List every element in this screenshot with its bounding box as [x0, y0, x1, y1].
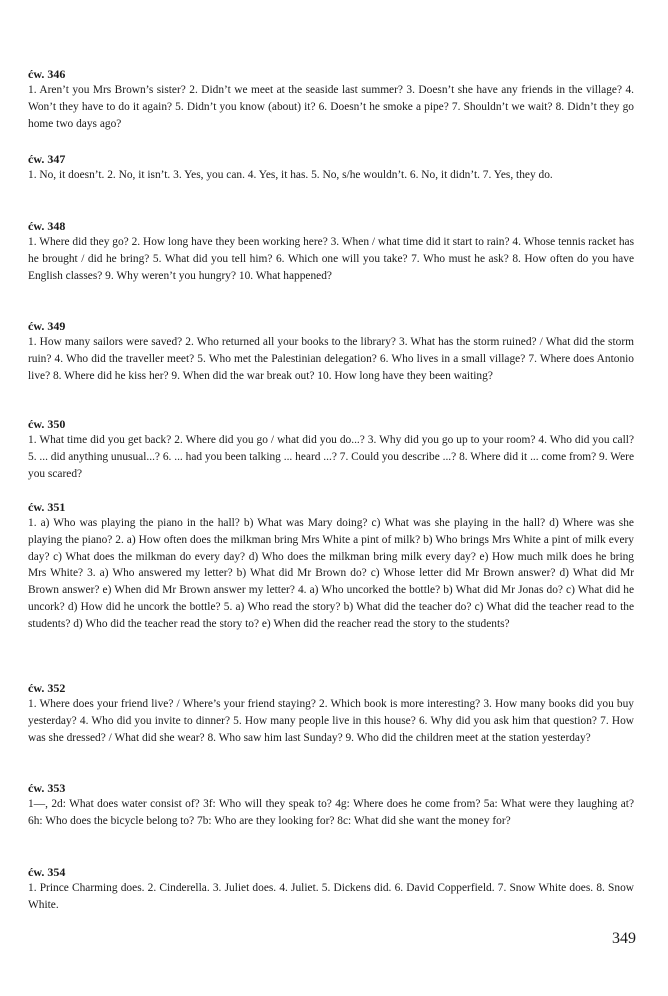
exercise-349	[28, 318, 634, 384]
exercise-348	[28, 218, 634, 284]
exercise-answers: 1. How many sailors were saved? 2. Who returned all your books to the library? 3. What has the storm ruined? / What did the storm ruin? 4. Who did the traveller meet? 5. Who met the Palestinian delegation? 6. Who lives in a small village? 7. Where does Antonio live? 8. Where did he kiss her? 9. When did the war break out? 10. How long have they been waiting?	[28, 336, 634, 382]
exercise-heading: ćw. 351	[28, 500, 66, 514]
exercise-answers: 1. Aren’t you Mrs Brown’s sister? 2. Didn’t we meet at the seaside last summer? 3. Doesn’t she have any friends in the village? 4. Won’t they have to do it again? 5. Didn’t you know (about) it? 6. Doesn’t he smoke a pipe? 7. Shouldn’t we wait? 8. Didn’t they go home two days ago?	[28, 84, 634, 130]
exercise-answers: 1. No, it doesn’t. 2. No, it isn’t. 3. Yes, you can. 4. Yes, it has. 5. No, s/he wouldn’t. 6. No, it didn’t. 7. Yes, they do.	[28, 169, 553, 181]
exercise-answers: 1. Prince Charming does. 2. Cinderella. 3. Juliet does. 4. Juliet. 5. Dickens did. 6. David Copperfield. 7. Snow White does. 8. Snow White.	[28, 882, 634, 911]
exercise-heading: ćw. 348	[28, 219, 66, 233]
exercise-answers: 1. Where did they go? 2. How long have they been working here? 3. When / what time did it start to rain? 4. Whose tennis racket has he brought / did he bring? 5. What did you tell him? 6. Which one will you take? 7. Who must he ask? 8. How often do you have English classes? 9. Why weren’t you hungry? 10. What happened?	[28, 236, 634, 282]
exercise-heading: ćw. 350	[28, 417, 66, 431]
exercise-answers: 1. a) Who was playing the piano in the hall? b) What was Mary doing? c) What was she playing in the hall? d) Where was she playing the piano? 2. a) How often does the milkman bring Mrs White a pint of milk? b) Who brings Mrs White a pint of milk every day? c) What does the milkman do every day? d) Who does the milkman bring milk every day? e) How much milk does he bring Mrs White? 3. a) Who answered my letter? b) What did Mr Brown do? c) Whose letter did Mr Brown answer? d) What did Mr Brown answer? e) When did Mr Brown answer my letter? 4. a) Who uncorked the bottle? b) What did Mr Jonas do? c) What did he uncork? d) How did he uncork the bottle? 5. a) Who read the story? b) What did the teacher do? c) What did the teacher read to the students? d) Who did the teacher read the story to? e) When did the reacher read the story to the students?	[28, 517, 634, 630]
exercise-heading: ćw. 354	[28, 865, 66, 879]
exercise-354	[28, 864, 634, 914]
exercise-heading: ćw. 349	[28, 319, 66, 333]
exercise-answers: 1. What time did you get back? 2. Where did you go / what did you do...? 3. Why did you go up to your room? 4. Who did you call? 5. ... did anything unusual...? 6. ... had you been talking ... heard ...? 7. Could you describe ...? 8. Where did it ... come from? 9. Were you scared?	[28, 434, 634, 480]
exercise-351	[28, 499, 634, 633]
exercise-answers: 1. Where does your friend live? / Where’s your friend staying? 2. Which book is more interesting? 3. How many books did you buy yesterday? 4. Who did you invite to dinner? 5. How many people live in this house? 6. Why did you ask him that question? 7. How was she dressed? / What did she wear? 8. Who saw him last Sunday? 9. Who did the children meet at the station yesterday?	[28, 698, 634, 744]
exercise-heading: ćw. 352	[28, 681, 66, 695]
exercise-heading: ćw. 346	[28, 67, 66, 81]
exercise-353	[28, 780, 634, 830]
exercise-352	[28, 680, 634, 746]
exercise-346	[28, 66, 634, 132]
exercise-347	[28, 151, 634, 184]
exercise-answers: 1—, 2d: What does water consist of? 3f: Who will they speak to? 4g: Where does he come from? 5a: What were they laughing at? 6h: Who does the bicycle belong to? 7b: Who are they looking for? 8c: What did she want the money for?	[28, 798, 634, 827]
exercise-350	[28, 416, 634, 482]
page-number: 349	[612, 930, 636, 947]
exercise-heading: ćw. 353	[28, 781, 66, 795]
exercise-heading: ćw. 347	[28, 152, 66, 166]
